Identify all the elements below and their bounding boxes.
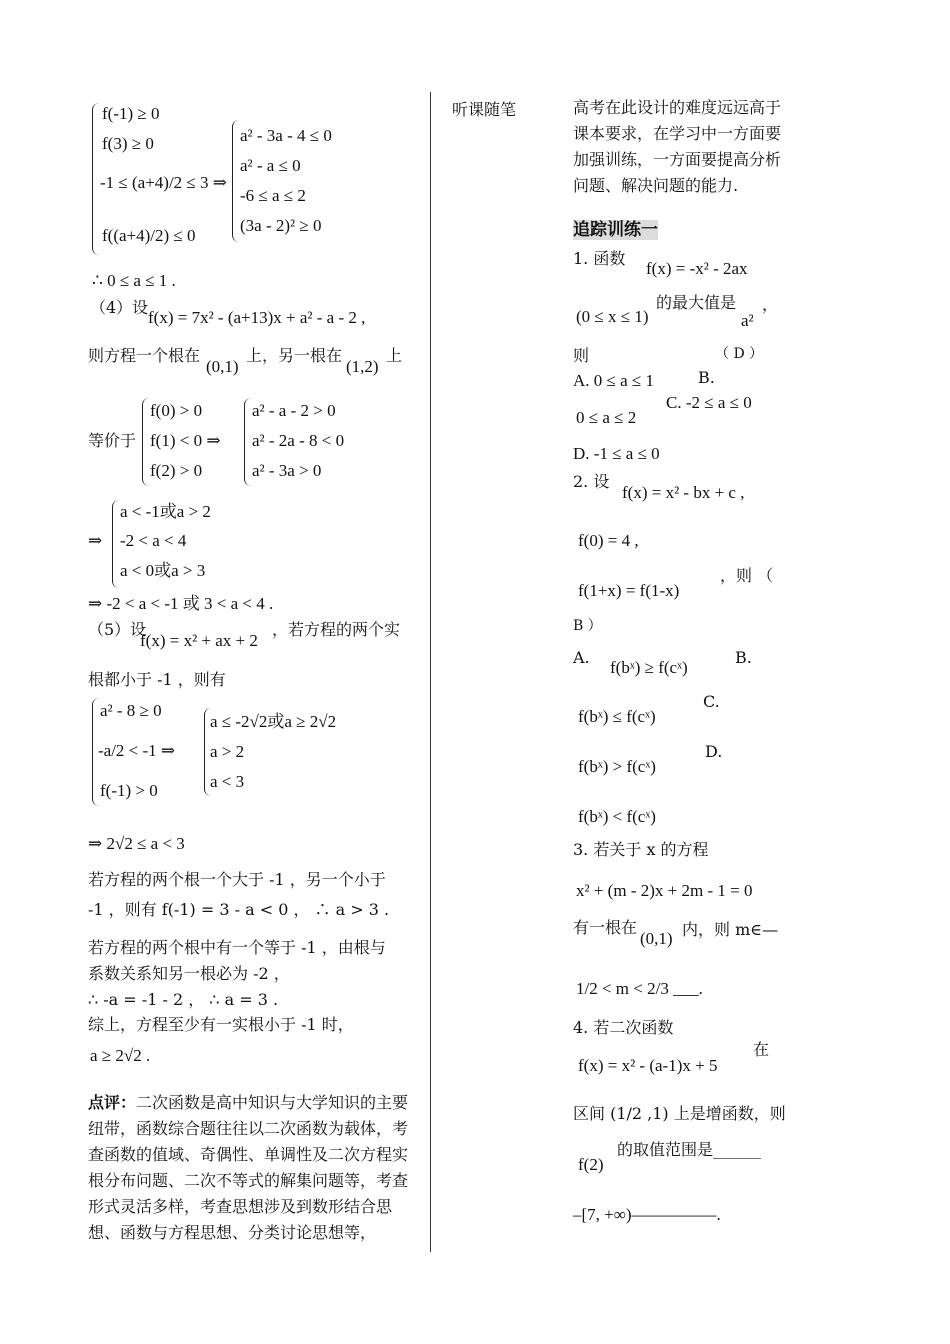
- sys2-line: (3a - 2)² ≥ 0: [240, 216, 322, 235]
- option-b-label: B.: [698, 368, 715, 387]
- roots-text: 上: [386, 346, 403, 365]
- p4-function: f(x) = 7x² - (a+13)x + a² - a - 2 ,: [148, 308, 366, 327]
- brace: [112, 500, 119, 588]
- p5-line2: 根都小于 -1 ，则有: [88, 670, 226, 689]
- q4-zai: 在: [753, 1040, 770, 1059]
- sys5-line: a < 0或a > 3: [120, 561, 206, 580]
- equiv-label: 等价于: [88, 431, 137, 450]
- q1-answer: （ D ）: [715, 346, 764, 362]
- sys4-line: a² - 3a > 0: [252, 461, 322, 480]
- q4-f2: f(2): [578, 1155, 604, 1174]
- column-divider: [430, 92, 431, 1252]
- interval: (0,1): [206, 357, 239, 376]
- option-b: f(bˣ) ≤ f(cˣ): [578, 707, 656, 726]
- option-a: f(bˣ) ≥ f(cˣ): [610, 658, 688, 677]
- q1-value: a²: [741, 311, 754, 330]
- comment-label: 点评：: [88, 1093, 137, 1112]
- sys7-line: a < 3: [210, 772, 245, 791]
- p5-tail: ，若方程的两个实: [272, 620, 401, 639]
- option-a-label: A.: [573, 648, 590, 667]
- brace: [142, 398, 149, 486]
- case-text: 若方程的两个根中有一个等于 -1 ，由根与: [88, 938, 386, 957]
- case-text: 若方程的两个根一个大于 -1 ，另一个小于: [88, 870, 386, 889]
- result-4: ⇒ -2 < a < -1 或 3 < a < 4 .: [88, 594, 274, 613]
- result-5: ⇒ 2√2 ≤ a < 3: [88, 834, 185, 853]
- option-b: 0 ≤ a ≤ 2: [576, 408, 637, 427]
- section-heading: [573, 220, 658, 241]
- q3-answer: 1/2 < m < 2/3 ___.: [576, 979, 703, 998]
- case-text: a ≥ 2√2 .: [90, 1046, 151, 1065]
- note-column-label: 听课随笔: [452, 100, 517, 119]
- option-b-label: B.: [735, 648, 752, 667]
- case-text: 系数关系知另一根必为 -2 ，: [88, 964, 290, 983]
- brace: [92, 103, 99, 255]
- q4-function: f(x) = x² - (a-1)x + 5: [578, 1056, 718, 1075]
- q2-cond2: f(1+x) = f(1-x): [578, 581, 680, 600]
- q4-range: 的取值范围是______: [617, 1140, 762, 1159]
- sys3-line: f(2) > 0: [150, 461, 203, 480]
- sys3-line: f(0) > 0: [150, 401, 203, 420]
- p5-intro: （5）设: [88, 620, 147, 639]
- sys2-line: -6 ≤ a ≤ 2: [240, 186, 306, 205]
- sys7-line: a > 2: [210, 742, 245, 761]
- q1-mid: 的最大值是: [656, 293, 737, 312]
- q2-then: ，则 （: [720, 566, 774, 585]
- q1-stem: 1. 函数: [573, 249, 626, 268]
- comment: [88, 1090, 413, 1246]
- option-d: f(bˣ) < f(cˣ): [578, 807, 656, 826]
- q2-cond1: f(0) = 4 ,: [578, 531, 639, 550]
- comment-text: 二次函数是高中知识与大学知识的主要纽带，函数综合题往往以二次函数为载体，考查函数的值域、奇偶性、单调性及二次方程实根分布问题、二次不等式的解集问题等，考查形式灵活多样，考查思想涉及到数形结合思想、函数与方程思想、分类讨论思想等，: [88, 1093, 409, 1242]
- q1-domain: (0 ≤ x ≤ 1): [576, 307, 649, 326]
- sys2-line: a² - a ≤ 0: [240, 156, 301, 175]
- sys1-line: -1 ≤ (a+4)/2 ≤ 3 ⇒: [100, 173, 227, 192]
- sys1-line: f((a+4)/2) ≤ 0: [102, 226, 196, 245]
- option-c: C. -2 ≤ a ≤ 0: [666, 393, 752, 412]
- roots-text: 上，另一根在: [246, 346, 343, 365]
- q3-equation: x² + (m - 2)x + 2m - 1 = 0: [576, 881, 753, 900]
- q1-then: 则: [573, 346, 590, 365]
- q4-interval: 区间 (1/2 ,1) 上是增函数，则: [573, 1104, 786, 1123]
- q3-interval: (0,1): [640, 929, 673, 948]
- q3-mid: 有一根在: [573, 918, 638, 937]
- q2-function: f(x) = x² - bx + c ,: [622, 483, 745, 502]
- heading-text: 追踪训练一: [573, 220, 658, 240]
- roots-text: 则方程一个根在: [88, 346, 201, 365]
- sys1-line: f(3) ≥ 0: [102, 134, 154, 153]
- sys1-line: f(-1) ≥ 0: [102, 104, 160, 123]
- case-text: 综上，方程至少有一实根小于 -1 时，: [88, 1015, 354, 1034]
- sys2-line: a² - 3a - 4 ≤ 0: [240, 126, 332, 145]
- q3-stem: 3. 若关于 x 的方程: [573, 840, 709, 859]
- q2-stem: 2. 设: [573, 472, 610, 491]
- sys4-line: a² - a - 2 > 0: [252, 401, 336, 420]
- sys6-line: f(-1) > 0: [100, 781, 158, 800]
- p5-function: f(x) = x² + ax + 2: [140, 631, 258, 650]
- sys4-line: a² - 2a - 8 < 0: [252, 431, 345, 450]
- q3-tail: 内，则 m∈—: [682, 920, 779, 939]
- option-a: A. 0 ≤ a ≤ 1: [573, 371, 654, 390]
- case-text: -1 ，则有 f(-1) = 3 - a < 0 ， ∴ a > 3 .: [88, 900, 390, 919]
- sys5-line: -2 < a < 4: [120, 531, 187, 550]
- q1-function: f(x) = -x² - 2ax: [646, 259, 748, 278]
- brace: [244, 398, 251, 486]
- brace: [232, 120, 239, 242]
- option-d-label: D.: [705, 742, 723, 761]
- sys6-line: a² - 8 ≥ 0: [100, 701, 162, 720]
- sys3-line: f(1) < 0 ⇒: [150, 431, 221, 450]
- interval: (1,2): [346, 357, 379, 376]
- case-text: ∴ -a = -1 - 2 ， ∴ a = 3 .: [88, 990, 279, 1009]
- sys7-line: a ≤ -2√2或a ≥ 2√2: [210, 712, 337, 731]
- option-c-label: C.: [703, 692, 720, 711]
- teacher-note: 高考在此设计的难度远远高于课本要求，在学习中一方面要加强训练，一方面要提高分析问题、解决问题的能力.: [573, 98, 782, 195]
- conclusion: ∴ 0 ≤ a ≤ 1 .: [92, 271, 176, 290]
- q4-answer: –[7, +∞)—————.: [573, 1205, 721, 1224]
- q1-comma: ，: [762, 295, 779, 314]
- q2-answer: B ）: [573, 618, 602, 634]
- q4-stem: 4. 若二次函数: [573, 1018, 674, 1037]
- option-d: D. -1 ≤ a ≤ 0: [573, 444, 660, 463]
- p4-intro: （4）设: [90, 298, 149, 317]
- sys6-line: -a/2 < -1 ⇒: [98, 741, 176, 760]
- arrow: ⇒: [88, 531, 103, 550]
- option-c: f(bˣ) > f(cˣ): [578, 757, 656, 776]
- sys5-line: a < -1或a > 2: [120, 502, 211, 521]
